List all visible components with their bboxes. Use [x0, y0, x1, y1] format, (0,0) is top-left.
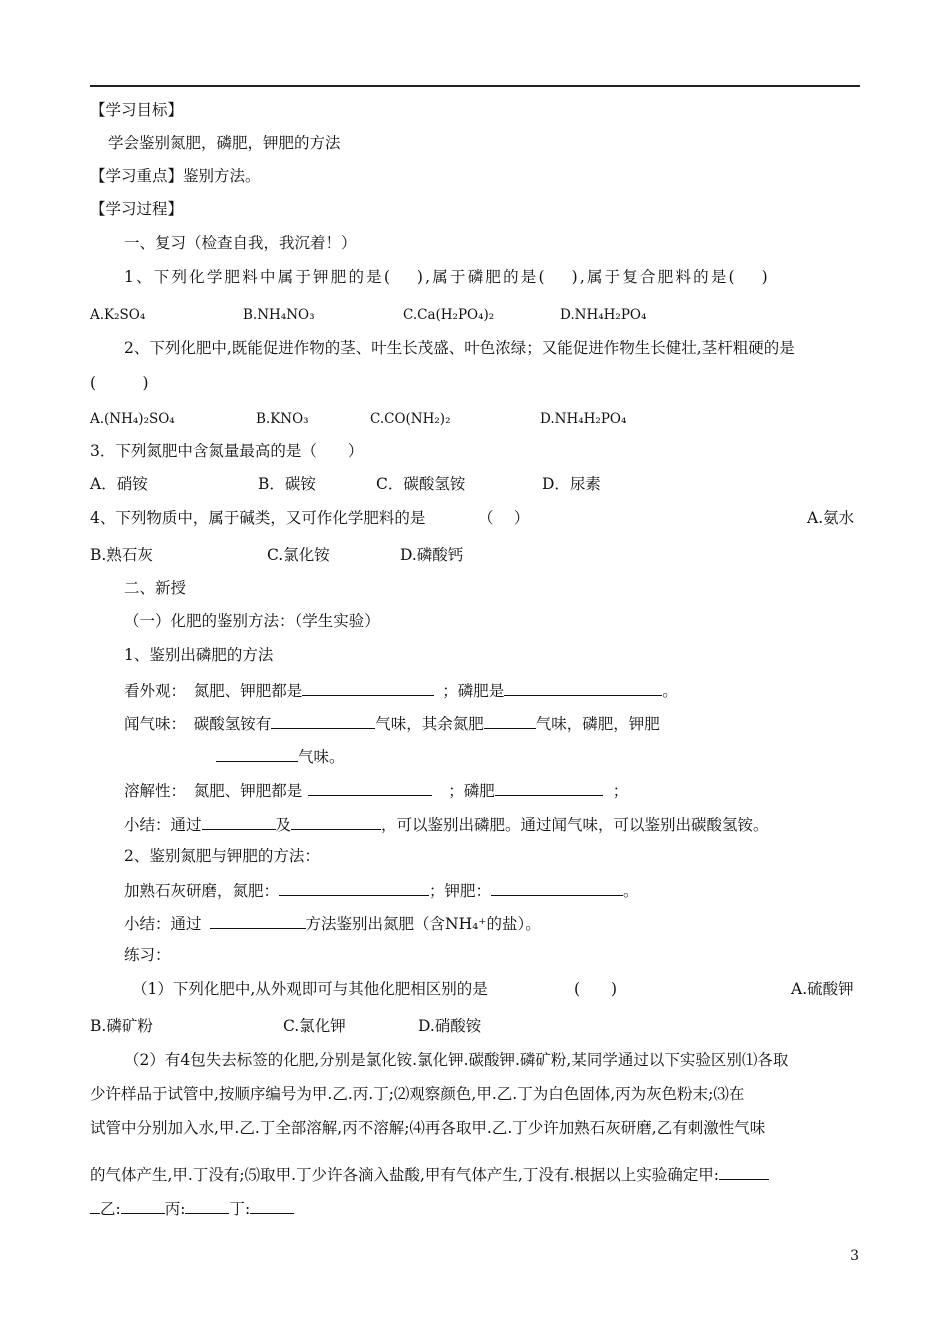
summary2-a: 小结：通过 — [124, 915, 202, 933]
summary2-line — [124, 912, 541, 934]
q4-option-d: D.磷酸钙 — [400, 546, 464, 564]
review-heading: 一、复习（检查自我，我沉着！） — [124, 234, 357, 252]
q3-option-a: A．硝铵 — [90, 475, 148, 493]
q2-option-a: A.(NH₄)₂SO₄ — [90, 411, 175, 427]
look-mid: ；磷肥是 — [442, 682, 505, 700]
q1-option-d: D.NH₄H₂PO₄ — [560, 307, 647, 323]
focus-text: 鉴别方法。 — [183, 167, 261, 185]
summary1-line — [124, 813, 769, 835]
smell-line-2 — [216, 745, 345, 767]
p1-paren: ( ) — [574, 980, 618, 998]
solubility-label: 溶解性： 氮肥、钾肥都是 — [124, 782, 303, 800]
answer-bing-blank[interactable] — [185, 1197, 229, 1214]
q3-text: 3．下列氮肥中含氮量最高的是（ ） — [90, 442, 364, 460]
answer-bing-label: 丙: — [164, 1200, 186, 1218]
summary1-b: 及 — [275, 816, 292, 834]
new-heading: 二、新授 — [124, 579, 187, 597]
q4-option-b: B.熟石灰 — [90, 546, 153, 564]
summary1-a: 小结：通过 — [124, 816, 202, 834]
q4-option-c: C.氯化铵 — [267, 546, 330, 564]
summary1-blank-2[interactable] — [291, 813, 381, 830]
look-end: 。 — [662, 682, 678, 700]
answer-yi-label: 乙: — [100, 1200, 121, 1218]
summary1-c: ，可以鉴别出磷肥。通过闻气味，可以鉴别出碳酸氢铵。 — [381, 816, 769, 834]
heat-end: 。 — [623, 882, 639, 900]
smell-line — [124, 712, 660, 734]
method2-title: 2、鉴别氮肥与钾肥的方法： — [124, 847, 320, 865]
smell-blank-2[interactable] — [484, 712, 536, 729]
q2-text: 2、下列化肥中,既能促进作物的茎、叶生长茂盛、叶色浓绿；又能促进作物生长健壮,茎杆粗硬的是 — [124, 339, 795, 357]
p1-option-d: D.硝酸铵 — [418, 1017, 482, 1035]
look-line — [124, 679, 678, 701]
p2-line-3: 试管中分别加入水,甲.乙.丁全部溶解,丙不溶解;⑷再各取甲.乙.丁少许加熟石灰研磨,乙有刺激性气味 — [90, 1119, 766, 1137]
look-label: 看外观： 氮肥、钾肥都是 — [124, 682, 303, 700]
q4-option-a: A.氨水 — [807, 509, 855, 527]
summary1-blank-1[interactable] — [202, 813, 276, 830]
q2-option-d: D.NH₄H₂PO₄ — [540, 411, 627, 427]
solubility-mid: ；磷肥 — [448, 782, 495, 800]
p2-line-2: 少许样品于试管中,按顺序编号为甲.乙.丙.丁;⑵观察颜色,甲.乙.丁为白色固体,丙为灰色粉末;⑶在 — [90, 1085, 745, 1103]
solubility-blank-1[interactable] — [308, 779, 432, 796]
q3-option-d: D．尿素 — [542, 475, 601, 493]
answer-ding-label: 丁: — [229, 1200, 251, 1218]
q2-option-c: C.CO(NH₂)₂ — [370, 411, 451, 427]
q4-paren: （ ） — [478, 509, 530, 527]
p2-line-1: （2）有4包失去标签的化肥,分别是氯化铵.氯化钾.碳酸钾.磷矿粉,某同学通过以下实验区别⑴各取 — [124, 1051, 789, 1069]
q4-text: 4、下列物质中，属于碱类，又可作化学肥料的是 — [90, 509, 426, 527]
page-number: 3 — [850, 1248, 859, 1264]
look-blank-2[interactable] — [504, 679, 662, 696]
summary2-b: 方法鉴别出氮肥（含NH₄⁺的盐）。 — [305, 915, 541, 933]
p2-line-4-text: 的气体产生,甲.丁没有;⑸取甲.丁少许各滴入盐酸,甲有气体产生,丁没有.根据以上实验确定甲: — [90, 1166, 720, 1184]
goal-title: 【学习目标】 — [90, 101, 184, 119]
solubility-end: ； — [612, 782, 629, 800]
p1-option-b: B.磷矿粉 — [90, 1017, 153, 1035]
p2-line-4 — [90, 1163, 769, 1185]
practice-label: 练习： — [124, 946, 171, 964]
heat-label: 加熟石灰研磨，氮肥： — [124, 882, 280, 900]
answer-jia-blank[interactable] — [719, 1163, 769, 1180]
p1-option-a: A.硫酸钾 — [791, 980, 854, 998]
solubility-blank-2[interactable] — [495, 779, 603, 796]
smell-blank-1[interactable] — [271, 712, 375, 729]
sub-heading-1: （一）化肥的鉴别方法：（学生实验） — [124, 612, 380, 630]
header-rule — [90, 85, 860, 87]
q3-option-b: B．碳铵 — [258, 475, 316, 493]
summary2-blank[interactable] — [210, 912, 306, 929]
look-blank-1[interactable] — [302, 679, 434, 696]
q1-option-a: A.K₂SO₄ — [90, 307, 146, 323]
p1-option-c: C.氯化钾 — [283, 1017, 346, 1035]
process-title: 【学习过程】 — [90, 200, 184, 218]
heat-line — [124, 879, 639, 901]
focus-line — [90, 166, 261, 186]
q2-option-b: B.KNO₃ — [256, 411, 309, 427]
smell-mid: 气味，其余氮肥 — [375, 715, 484, 733]
q3-option-c: C．碳酸氢铵 — [376, 475, 466, 493]
answer-yi-blank[interactable] — [121, 1197, 165, 1214]
heat-blank-1[interactable] — [279, 879, 429, 896]
answer-ding-blank[interactable] — [250, 1197, 294, 1214]
goal-text: 学会鉴别氮肥，磷肥，钾肥的方法 — [108, 134, 341, 152]
heat-blank-2[interactable] — [491, 879, 623, 896]
p1-text: （1）下列化肥中,从外观即可与其他化肥相区别的是 — [132, 980, 488, 998]
q1-option-c: C.Ca(H₂PO₄)₂ — [403, 307, 495, 323]
answer-jia-blank-cont[interactable] — [90, 1197, 100, 1214]
q1-text: 1、下列化学肥料中属于钾肥的是( ),属于磷肥的是( ),属于复合肥料的是( ) — [124, 268, 770, 286]
p2-answers-line — [90, 1197, 294, 1219]
smell-end: 气味，磷肥，钾肥 — [535, 715, 660, 733]
q2-paren: ( ) — [90, 374, 149, 392]
smell-blank-3[interactable] — [216, 745, 298, 762]
focus-title: 【学习重点】 — [90, 167, 184, 185]
solubility-line — [124, 779, 628, 801]
q1-option-b: B.NH₄NO₃ — [243, 307, 315, 323]
heat-mid: ；钾肥： — [429, 882, 492, 900]
smell-label: 闻气味： 碳酸氢铵有 — [124, 715, 272, 733]
smell-tail: 气味。 — [298, 748, 345, 766]
method1-title: 1、鉴别出磷肥的方法 — [124, 646, 274, 664]
